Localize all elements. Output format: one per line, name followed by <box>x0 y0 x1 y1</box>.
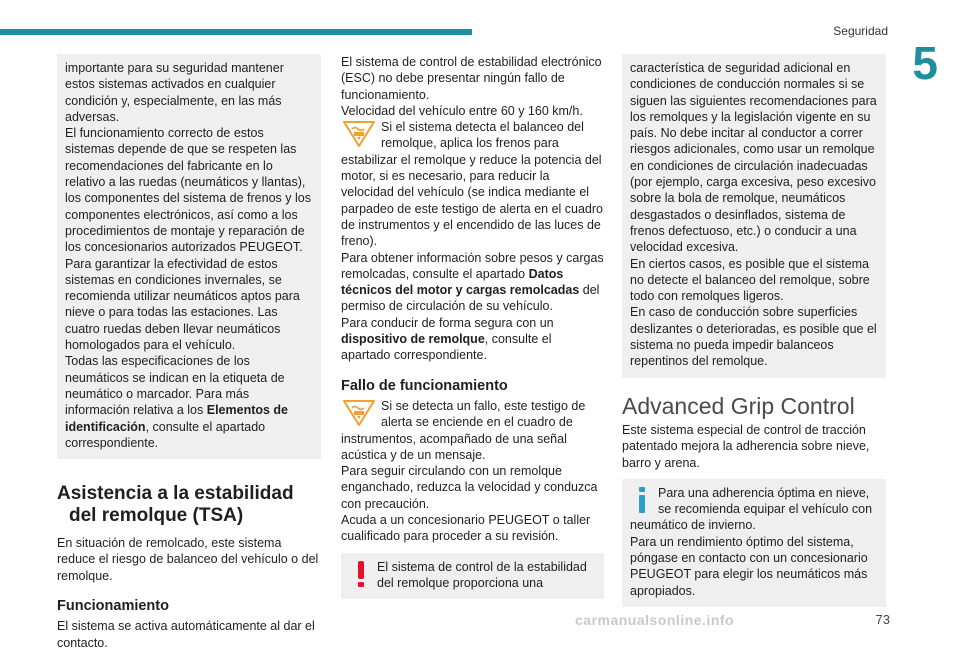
paragraph: Acuda a un concesionario PEUGEOT o taller cualificado para proceder a su revisión. <box>341 513 591 544</box>
exclamation-icon <box>349 559 373 589</box>
alert-note-box: El sistema de control de la estabilidad del remolque proporciona una <box>341 553 604 600</box>
column-1 <box>57 54 321 651</box>
subsection-title-funcionamiento: Funcionamiento <box>57 598 169 615</box>
paragraph: Este sistema especial de control de tracción patentado mejora la adherencia sobre nieve, barro y arena. <box>622 422 870 470</box>
crossref: Elementos de identificación <box>65 403 289 434</box>
paragraph: El funcionamiento correcto de estos sistemas depende de que se respeten las recomendaciones del fabricante en lo relativo a las ruedas (neumáticos y llantas), los componentes del sistema de frenos y los componentes electrónicos, así como a los procedimientos de montaje y reparación de los concesionarios autorizados PEUGEOT. <box>65 126 311 255</box>
header-accent-bar <box>0 29 472 35</box>
paragraph: El sistema se activa automáticamente al dar el contacto. <box>57 619 315 650</box>
paragraph: Para obtener información sobre pesos y cargas remolcadas, consulte el apartado Datos técnicos del motor y cargas remolcadas del permiso de circulación de su vehículo. <box>341 250 604 314</box>
paragraph: Para seguir circulando con un remolque enganchado, reduzca la velocidad y conduzca con precaución. <box>341 464 598 511</box>
section-name: Seguridad <box>833 24 888 38</box>
crossref: Datos técnicos del motor y cargas remolcadas <box>341 266 580 298</box>
chapter-number: 5 <box>912 37 938 89</box>
paragraph: importante para su seguridad mantener estos sistemas activados en cualquier condición y, especialmente, en las más adversas. <box>65 61 284 124</box>
alert-note-box-continued <box>622 54 886 378</box>
paragraph: En situación de remolcado, este sistema reduce el riesgo de balanceo del vehículo o del remolque. <box>57 536 319 583</box>
section-title-tsa: Asistencia a la estabilidad del remolque (TSA) <box>57 483 294 527</box>
paragraph: Todas las especificaciones de los neumáticos se indican en la etiqueta de neumático o marcador. Para más información relativa a los Elementos de identificación, consulte el apartado correspondiente. <box>65 354 289 450</box>
paragraph: Para conducir de forma segura con un dispositivo de remolque, consulte el apartado correspondiente. <box>341 315 554 363</box>
paragraph: En caso de conducción sobre superficies deslizantes o deterioradas, es posible que el sistema no pueda impedir balanceos repentinos del remolque. <box>630 305 877 369</box>
info-icon <box>630 485 654 515</box>
trailer-sway-warning-icon <box>341 398 377 428</box>
subsection-title-fallo: Fallo de funcionamiento <box>341 377 508 394</box>
paragraph: Para garantizar la efectividad de estos sistemas en condiciones invernales, se recomienda utilizar neumáticos aptos para nieve o para todas las estaciones. Las cuatro ruedas deben llevar neumáticos homologados para el vehículo. <box>65 256 300 353</box>
paragraph: característica de seguridad adicional en condiciones de conducción normales si se siguen las siguientes recomendaciones para los remolques y la legislación vigente en su país. No debe incitar al conductor a correr riesgos adicionales, como usar un remolque en condiciones de circulación inadecuadas (por ejemplo, carga excesiva, peso excesivo sobre la bola de remolque, neumáticos desgastados o desinflados, sistema de frenos defectuoso, etc.) o conducir a una velocidad excesiva. <box>630 61 877 255</box>
page-number: 73 <box>875 612 890 627</box>
info-note-box: Para una adherencia óptima en nieve, se recomienda equipar el vehículo con neumático de invierno. Para un rendimiento óptimo del sistema, póngase en contacto con un concesionario PEUGEOT para elegir los neumáticos más apropiados. <box>622 479 886 607</box>
watermark: carmanualsonline.info <box>575 612 735 628</box>
note-box-continued <box>57 54 321 459</box>
paragraph: En ciertos casos, es posible que el sistema no detecte el balanceo del remolque, sobre todo con remolques ligeros. <box>630 256 870 304</box>
paragraph: Velocidad del vehículo entre 60 y 160 km/h. <box>341 103 583 118</box>
crossref: dispositivo de remolque <box>341 332 485 347</box>
fault-lamp-paragraph: Si se detecta un fallo, este testigo de alerta se enciende en el cuadro de instrumentos, acompañado de una señal acústica y de un mensaje. <box>341 398 586 462</box>
column-3 <box>622 54 886 607</box>
warning-lamp-paragraph: Si el sistema detecta el balanceo del remolque, aplica los frenos para estabilizar el remolque y reduce la potencia del motor, si es necesario, para reducir la velocidad del vehículo (se indica mediante el parpadeo de este testigo de alerta en el cuadro de instrumentos y el encendido de las luces de freno). <box>341 120 603 249</box>
section-title-agc: Advanced Grip Control <box>622 392 855 419</box>
paragraph: El sistema de control de estabilidad electrónico (ESC) no debe presentar ningún fallo de funcionamiento. <box>341 55 602 102</box>
column-2 <box>341 54 604 599</box>
trailer-sway-warning-icon <box>341 119 377 149</box>
